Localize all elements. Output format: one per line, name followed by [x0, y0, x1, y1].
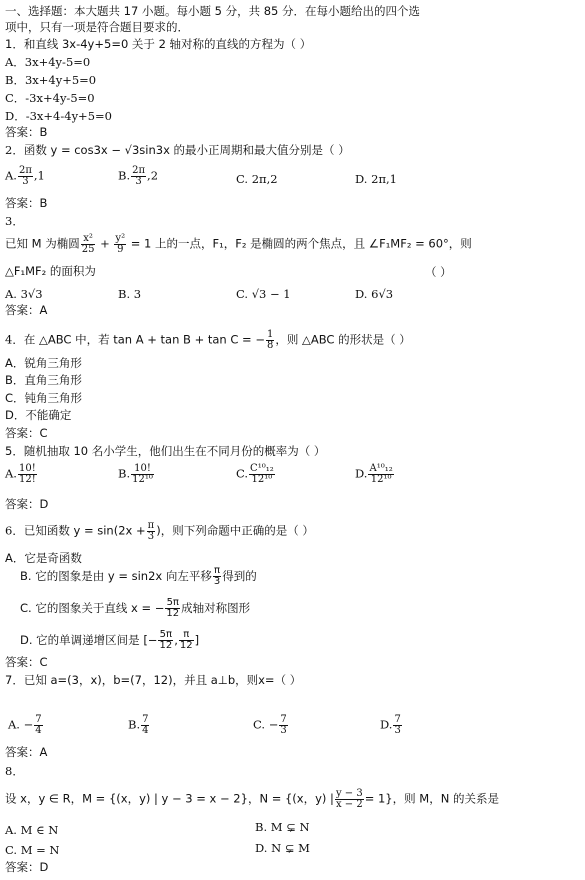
q6-b-post: 得到的: [222, 569, 257, 583]
q6-f-num: π: [147, 520, 155, 531]
q4-answer: 答案：C: [5, 426, 48, 440]
q6-stem-pre: 已知函数 y = sin(2x +: [23, 523, 146, 538]
q2-b-num: 2π: [132, 165, 146, 176]
q7-b-fraction: [141, 715, 149, 736]
q4-option-b: B．直角三角形: [5, 373, 82, 387]
q5-option-b: [118, 464, 155, 485]
q5-a-fraction: [18, 464, 37, 485]
q4-stem-post: ，则 △ABC 的形状是（ ）: [275, 332, 411, 347]
q6-c-pre: C. 它的图象关于直线 x = −: [20, 601, 165, 615]
q5-option-d: [355, 464, 395, 485]
q6-d-d2: 12: [179, 640, 193, 651]
q6-d-d1: 12: [159, 640, 173, 651]
q7-option-a: [8, 715, 44, 736]
q6-d-mid: ,: [174, 633, 178, 647]
q5-b-den: 12¹⁰: [132, 474, 153, 485]
q2-option-b: [118, 166, 158, 187]
q1-stem: 1．和直线 3x-4y+5=0 关于 2 轴对称的直线的方程为（ ）: [5, 37, 312, 51]
q7-option-b: [128, 715, 150, 736]
q6-d-n2: π: [179, 630, 194, 641]
q4-stem-pre: 在 △ABC 中，若 tan A + tan B + tan C = −: [23, 332, 265, 347]
q2-stem-line: [5, 143, 350, 158]
q3-option-d: D. 6√3: [355, 287, 394, 301]
q7-stem: 7．已知 a=(3，x)，b=(7，12)，并且 a⊥b，则x=（ ）: [5, 673, 302, 687]
q8-option-c: C. M = N: [5, 843, 60, 857]
q6-c-num: 5π: [166, 597, 179, 608]
q2-number: 2．: [5, 143, 24, 157]
q6-option-c: [20, 598, 250, 619]
q6-b-fraction: [213, 566, 221, 587]
q1-option-b: B．3x+4y+5=0: [5, 73, 97, 87]
q6-answer: 答案：C: [5, 655, 48, 669]
q8-stem-line: [5, 789, 499, 810]
q7-b-label: B.: [128, 717, 141, 732]
q8-option-d: D. N ⊊ M: [255, 841, 310, 855]
q2-a-fraction: [18, 166, 33, 187]
q3-paren: （ ）: [425, 265, 452, 279]
q7-a-den: 4: [35, 725, 42, 736]
q5-d-den: 12¹⁰: [370, 474, 392, 485]
q2-option-c: C. 2π,2: [236, 172, 278, 186]
q7-b-num: 7: [142, 714, 149, 725]
q5-b-fraction: [131, 464, 154, 485]
q7-d-num: 7: [394, 714, 401, 725]
q3-stem-line2: △F₁MF₂ 的面积为: [5, 264, 96, 278]
q4-f-num: 1: [267, 329, 274, 340]
q7-option-d: [380, 715, 403, 736]
q3-option-b: B. 3: [118, 287, 142, 301]
q2-a-den: 3: [22, 176, 29, 187]
q6-option-d: [20, 630, 199, 651]
q6-d-pre: D. 它的单调递增区间是 [−: [20, 633, 158, 647]
q8-number: 8．: [5, 764, 24, 778]
q5-b-label: B.: [118, 466, 131, 481]
q1-option-a: A．3x+4y-5=0: [5, 55, 91, 69]
q5-c-label: C.: [236, 466, 249, 481]
section-header-line2: 项中，只有一项是符合题目要求的．: [5, 20, 189, 34]
q6-fraction: [147, 521, 156, 542]
q7-c-fraction: [279, 715, 287, 736]
q7-d-den: 3: [394, 725, 401, 736]
q6-b-num: π: [214, 565, 221, 576]
q7-c-num: 7: [280, 714, 287, 725]
q6-c-fraction: [165, 598, 180, 619]
q5-answer: 答案：D: [5, 497, 49, 511]
q6-c-den: 12: [166, 608, 180, 619]
q2-b-den: 3: [135, 176, 142, 187]
q3-stem-pre: 已知 M 为椭圆: [5, 236, 80, 251]
q7-answer: 答案：A: [5, 745, 48, 759]
q8-answer: 答案：D: [5, 860, 49, 874]
q8-f-num: y − 3: [335, 788, 363, 799]
q4-stem-line: [5, 330, 411, 351]
q8-f-den: x − 2: [335, 799, 363, 810]
q8-fraction: [335, 789, 364, 810]
q8-stem-post: = 1}，则 M，N 的关系是: [364, 791, 499, 806]
q3-f1-num: x²: [81, 234, 96, 245]
q7-a-fraction: [34, 715, 42, 736]
q4-number: 4．: [5, 332, 24, 347]
q5-d-fraction: [368, 464, 393, 485]
q2-a-label: A.: [5, 168, 17, 183]
q5-c-num: C¹⁰₁₂: [250, 463, 274, 474]
q3-f2-num: y²: [115, 233, 126, 244]
section-header-line1: 一、选择题：本大题共 17 小题。每小题 5 分，共 85 分．在每小题给出的四个选: [5, 4, 421, 18]
q4-option-d: D．不能确定: [5, 408, 72, 422]
q5-c-den: 12¹⁰: [251, 474, 273, 485]
q6-number: 6．: [5, 523, 24, 538]
q5-d-num: A¹⁰₁₂: [369, 463, 393, 474]
q3-option-c: C. √3 − 1: [236, 287, 291, 301]
q8-option-a: A. M ∈ N: [5, 823, 59, 837]
q7-a-num: 7: [35, 714, 42, 725]
q7-c-label: C. −: [253, 717, 279, 732]
q5-stem: 5．随机抽取 10 名小学生，他们出生在不同月份的概率为（ ）: [5, 444, 326, 458]
q5-a-num: 10!: [18, 463, 36, 474]
q4-option-c: C．钝角三角形: [5, 391, 83, 405]
q6-c-post: 成轴对称图形: [181, 601, 251, 615]
q2-answer: 答案：B: [5, 196, 48, 210]
q3-f1-den: 25: [81, 244, 95, 255]
q2-b-fraction: [131, 166, 146, 187]
q2-b-post: ,2: [147, 168, 159, 183]
q4-option-a: A．锐角三角形: [5, 356, 82, 370]
q5-option-a: [5, 464, 38, 485]
q5-d-label: D.: [355, 466, 368, 481]
q8-option-b: B. M ⊊ N: [255, 820, 310, 834]
q3-fraction-y: [114, 234, 126, 255]
q4-fraction: [266, 330, 274, 351]
q6-f-den: 3: [147, 531, 155, 542]
q2-a-num: 2π: [18, 165, 32, 176]
q2-stem: 函数 y = cos3x − √3sin3x 的最小正周期和最大值分别是（ ）: [23, 143, 350, 157]
q5-a-label: A.: [5, 466, 17, 481]
q6-stem-post: )，则下列命题中正确的是（ ）: [156, 523, 314, 538]
q7-b-den: 4: [142, 725, 149, 736]
q3-option-a: A. 3√3: [5, 287, 43, 301]
q3-f2-den: 9: [117, 244, 124, 255]
q3-stem-line1: [5, 234, 472, 255]
q3-stem-post: = 1 上的一点，F₁，F₂ 是椭圆的两个焦点，且 ∠F₁MF₂ = 60°，则: [127, 236, 472, 251]
q1-option-c: C．-3x+4y-5=0: [5, 91, 95, 105]
q7-option-c: [253, 715, 289, 736]
q4-f-den: 8: [267, 340, 274, 351]
q6-b-den: 3: [213, 576, 221, 587]
q6-d-post: ]: [194, 633, 200, 647]
q2-option-a: [5, 166, 45, 187]
q2-option-d: D. 2π,1: [355, 172, 397, 186]
q7-d-label: D.: [380, 717, 393, 732]
q2-a-post: ,1: [33, 168, 45, 183]
q5-b-num: 10!: [131, 464, 154, 475]
q3-number: 3．: [5, 214, 24, 228]
q3-plus: +: [96, 236, 114, 251]
q7-d-fraction: [393, 715, 401, 736]
q5-c-fraction: [249, 464, 275, 485]
q3-fraction-x: [81, 234, 96, 255]
q8-stem-pre: 设 x，y ∈ R，M = {(x，y) | y − 3 = x − 2}，N = {(x，y) |: [5, 791, 334, 806]
q6-option-a: A．它是奇函数: [5, 551, 82, 565]
q3-answer: 答案：A: [5, 303, 48, 317]
q6-d-fraction-1: [158, 630, 173, 651]
q5-a-den: 12!: [18, 474, 36, 485]
q1-answer: 答案：B: [5, 125, 48, 139]
q7-c-den: 3: [280, 725, 287, 736]
q6-d-fraction-2: [179, 630, 194, 651]
q6-d-n1: 5π: [159, 629, 173, 640]
q6-option-b: [20, 566, 257, 587]
q6-stem-line: [5, 521, 314, 542]
q7-a-label: A. −: [8, 717, 34, 732]
q2-b-label: B.: [118, 168, 131, 183]
q1-option-d: D．-3x+4-4y+5=0: [5, 109, 112, 123]
q5-option-c: [236, 464, 276, 485]
q6-b-pre: B. 它的图象是由 y = sin2x 向左平移: [20, 569, 212, 583]
